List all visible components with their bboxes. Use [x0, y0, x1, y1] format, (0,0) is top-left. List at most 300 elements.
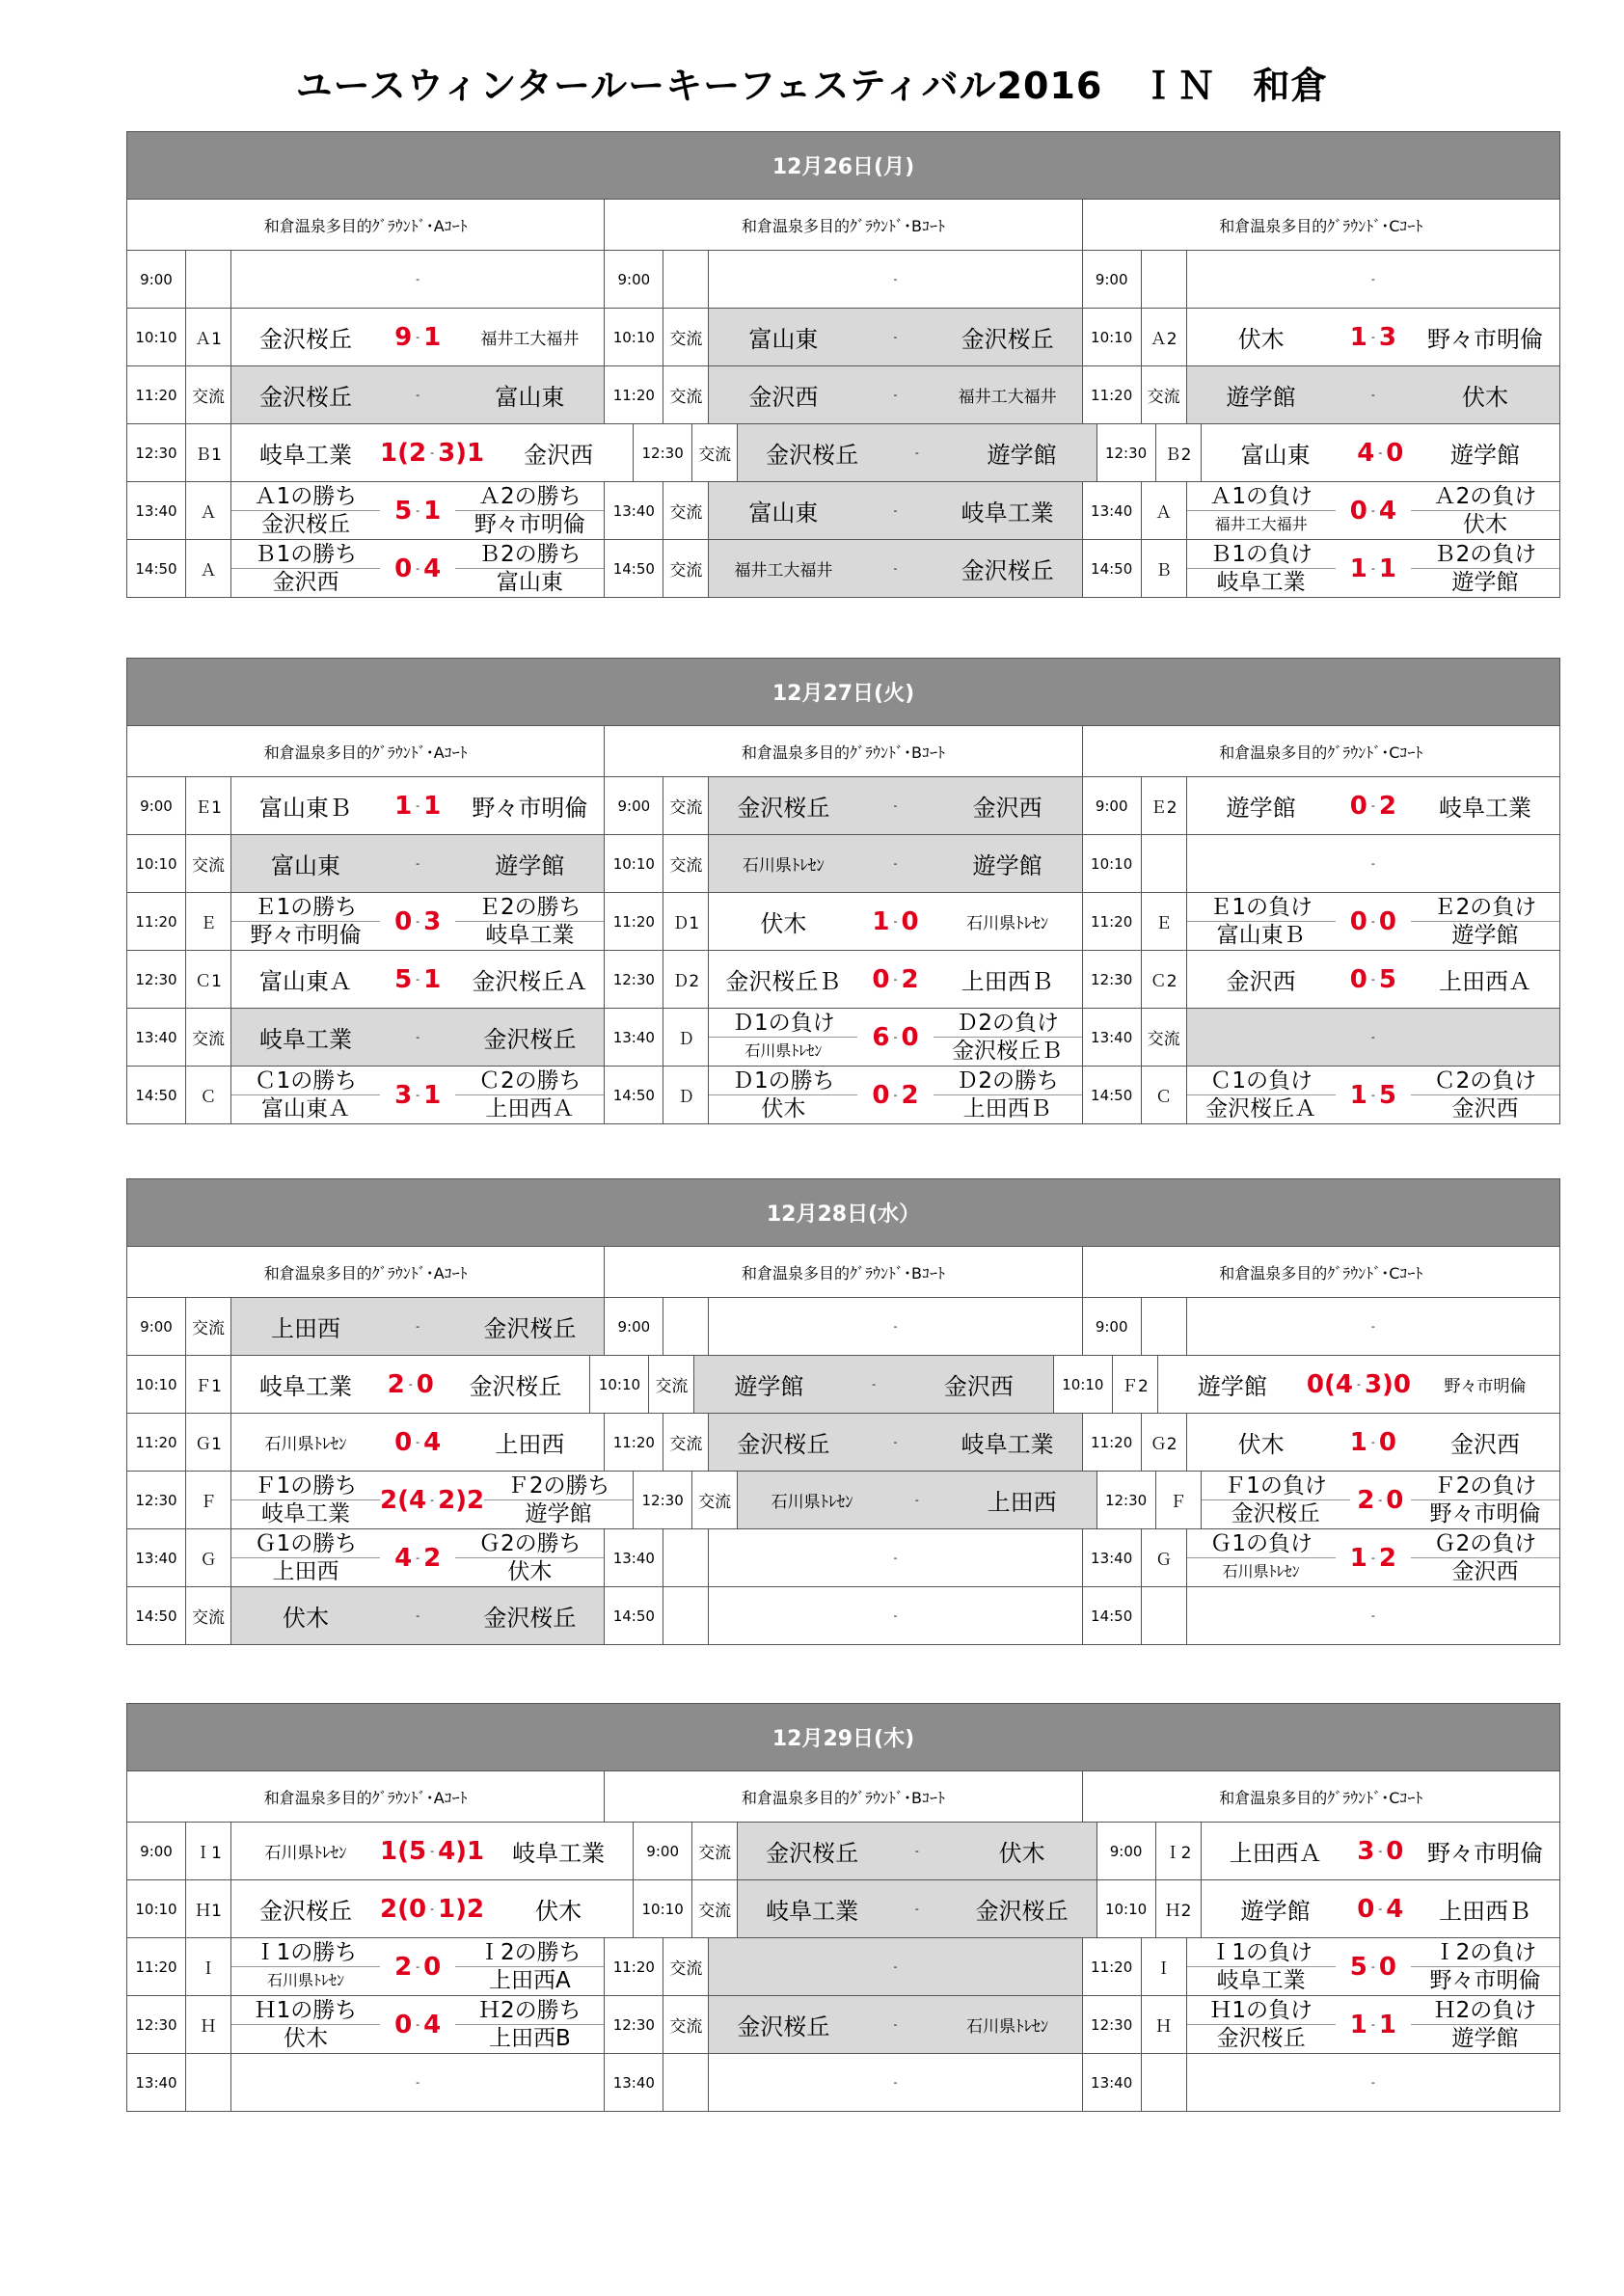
score — [380, 1370, 441, 1399]
match-cell — [1082, 2054, 1559, 2111]
match-card — [231, 309, 604, 365]
away-team: 岐阜工業 — [1438, 795, 1531, 822]
home-team-team: 石川県ﾄﾚｾﾝ — [1222, 1562, 1300, 1580]
match-card — [709, 1529, 1081, 1586]
score-away: 1)2 — [438, 1894, 485, 1924]
match-time: 12:30 — [135, 970, 177, 988]
score — [857, 1320, 933, 1333]
home-team — [1187, 1997, 1336, 2052]
score-separator: - — [1378, 1903, 1383, 1915]
score-home: 0 — [1349, 906, 1367, 936]
court-name: 和倉温泉多目的ｸﾞﾗｳﾝﾄﾞ･Aｺｰﾄ — [263, 1263, 468, 1283]
score-away: 4 — [423, 554, 442, 583]
score — [1336, 273, 1411, 285]
match-card — [694, 1356, 1052, 1413]
match-code: Ｄ — [663, 1067, 709, 1123]
match-cell — [127, 482, 604, 539]
away-team-team: 富山東 — [496, 570, 563, 595]
match-code: 交流 — [1141, 366, 1187, 423]
court-header-row — [127, 726, 1559, 777]
score-away: 0 — [423, 1952, 442, 1982]
score-home: 0 — [1349, 791, 1367, 821]
score — [857, 857, 933, 870]
day-table — [126, 658, 1560, 1124]
home-team-team: 伏木 — [761, 1096, 806, 1121]
match-card — [1187, 540, 1559, 597]
score-away: 0 — [1386, 438, 1404, 468]
match-cell — [604, 1009, 1081, 1066]
match-card — [709, 893, 1081, 950]
match-cell — [127, 1996, 604, 2053]
score-separator: - — [1370, 2018, 1375, 2031]
match-card — [231, 1587, 604, 1644]
away-team-label: Ｈ2の勝ち — [455, 1997, 604, 2025]
score — [380, 1081, 455, 1110]
score — [380, 1320, 455, 1333]
score-away: 4 — [423, 1427, 442, 1457]
home-team-label: Ｄ1の負け — [709, 1010, 857, 1038]
score-away: 1 — [1378, 2010, 1396, 2039]
score-away: 0 — [1378, 1427, 1396, 1457]
match-code: Ｈ1 — [185, 1880, 231, 1937]
match-time: 14:50 — [1091, 1607, 1133, 1625]
match-time: 12:30 — [135, 1491, 177, 1509]
home-team — [1187, 1939, 1336, 1994]
match-code: 交流 — [663, 1996, 709, 2053]
day-table — [126, 131, 1560, 598]
match-time: 10:10 — [135, 1900, 177, 1918]
away-team: 金沢桜丘 — [961, 326, 1054, 353]
home-team-label: Ｂ1の勝ち — [231, 541, 380, 569]
home-team-label: Ｅ1の負け — [1187, 894, 1336, 922]
score-separator: - — [893, 1089, 898, 1101]
match-card — [709, 951, 1081, 1008]
score-away: 1 — [1378, 554, 1396, 583]
score-separator: - — [430, 446, 435, 459]
match-cell — [1082, 251, 1559, 308]
away-team — [1411, 541, 1559, 596]
match-code: Ｃ — [1141, 1067, 1187, 1123]
match-time: 14:50 — [135, 1607, 177, 1625]
match-code: 交流 — [691, 424, 738, 481]
home-team — [231, 1939, 380, 1994]
score-separator: - — [1370, 1031, 1375, 1043]
match-card — [1187, 1938, 1559, 1995]
away-team: 野々市明倫 — [472, 795, 588, 822]
day-date: 12月29日(木) — [127, 1704, 1559, 1771]
match-card — [1158, 1356, 1559, 1413]
score-away: 1 — [423, 791, 442, 821]
home-team-team: 金沢桜丘 — [1216, 2026, 1306, 2051]
score-home: 0 — [1349, 964, 1367, 994]
score — [886, 1903, 947, 1915]
match-time: 10:10 — [1062, 1375, 1104, 1393]
score-separator: - — [1370, 504, 1375, 517]
court-header-row — [127, 200, 1559, 251]
match-code — [1141, 2054, 1187, 2111]
match-time: 14:50 — [612, 559, 655, 578]
match-card — [1187, 1009, 1559, 1066]
match-code: Ｇ — [185, 1529, 231, 1586]
score — [857, 1552, 933, 1564]
score — [857, 1081, 933, 1110]
match-time: 11:20 — [1091, 1958, 1133, 1976]
home-team: 富山東Ａ — [259, 968, 352, 995]
away-team-label: Ｈ2の負け — [1411, 1997, 1559, 2025]
away-team: 金沢西 — [1449, 1431, 1520, 1458]
score — [857, 389, 933, 401]
match-row — [127, 1587, 1559, 1644]
match-time: 9:00 — [140, 1842, 173, 1860]
match-time: 13:40 — [1091, 2073, 1133, 2092]
home-team: 富山東 — [271, 852, 340, 879]
score-away: 3)0 — [1364, 1369, 1412, 1399]
score-away: 3)1 — [438, 438, 485, 468]
score — [380, 323, 455, 352]
match-cell — [604, 2054, 1081, 2111]
match-code: 交流 — [663, 1938, 709, 1995]
home-team-label: Ｂ1の負け — [1187, 541, 1336, 569]
home-team: 富山東Ｂ — [259, 795, 352, 822]
match-card — [231, 1009, 604, 1066]
score-separator: - — [408, 1378, 413, 1391]
match-card — [231, 1823, 633, 1879]
match-cell — [127, 1356, 589, 1413]
away-team-team: 伏木 — [1462, 512, 1507, 537]
match-time: 10:10 — [641, 1900, 684, 1918]
match-cell — [127, 1414, 604, 1471]
score-separator: - — [1370, 1436, 1375, 1448]
match-time: 9:00 — [617, 270, 651, 288]
match-code: Ｄ — [663, 1009, 709, 1066]
home-team-team: 上田西 — [272, 1559, 339, 1584]
match-code: Ａ2 — [1141, 309, 1187, 365]
score-separator: - — [430, 1903, 435, 1915]
score-separator: - — [893, 915, 898, 928]
match-card — [738, 424, 1096, 481]
match-code: 交流 — [691, 1472, 738, 1528]
match-cell — [1082, 835, 1559, 892]
score-home: 1 — [1349, 1080, 1367, 1110]
away-team-label: Ｇ2の負け — [1411, 1530, 1559, 1558]
home-team: 金沢桜丘 — [259, 1898, 352, 1925]
away-team: 岐阜工業 — [961, 500, 1054, 527]
match-row — [127, 424, 1559, 482]
home-team: 伏木 — [1237, 326, 1285, 353]
match-code — [1141, 251, 1187, 308]
score-separator: - — [893, 331, 898, 343]
score — [857, 2076, 933, 2089]
score — [1336, 792, 1411, 821]
match-card — [709, 309, 1081, 365]
score — [1336, 554, 1411, 583]
score — [380, 389, 455, 401]
match-card — [231, 1472, 633, 1528]
away-team — [455, 1939, 604, 1994]
score — [380, 439, 484, 468]
match-code: 交流 — [185, 366, 231, 423]
score-separator: - — [430, 1494, 435, 1506]
away-team: 福井工大福井 — [480, 330, 580, 349]
match-card — [1187, 1067, 1559, 1123]
match-time: 12:30 — [135, 2015, 177, 2034]
home-team: 遊学館 — [1226, 795, 1296, 822]
score-separator: - — [893, 562, 898, 575]
match-card — [1187, 251, 1559, 308]
home-team: 金沢桜丘 — [259, 326, 352, 353]
away-team-label: Ｃ2の勝ち — [455, 1067, 604, 1095]
match-cell — [127, 1880, 633, 1937]
score-home: 0(4 — [1306, 1369, 1353, 1399]
score — [1336, 1081, 1411, 1110]
home-team: 金沢桜丘 — [737, 1431, 830, 1458]
match-code: 交流 — [663, 1414, 709, 1471]
score-away: 4 — [423, 2010, 442, 2039]
score-away: 0 — [416, 1369, 434, 1399]
score-separator: - — [416, 389, 420, 401]
match-code — [663, 1529, 709, 1586]
match-code: Ｇ — [1141, 1529, 1187, 1586]
score-home: 0 — [1357, 1894, 1375, 1924]
score-away: 3 — [1378, 322, 1396, 352]
home-team — [1187, 1530, 1336, 1585]
home-team-label: Ａ1の勝ち — [231, 483, 380, 511]
home-team-team: 石川県ﾄﾚｾﾝ — [744, 1041, 823, 1060]
match-time: 13:40 — [1091, 1549, 1133, 1567]
match-time: 11:20 — [135, 1433, 177, 1451]
match-cell — [1082, 1938, 1559, 1995]
score — [857, 799, 933, 812]
match-card — [1187, 2054, 1559, 2111]
match-time: 13:40 — [612, 501, 655, 520]
home-team: 遊学館 — [1197, 1373, 1267, 1400]
match-cell — [127, 1587, 604, 1644]
home-team-team: 福井工大福井 — [1214, 515, 1308, 533]
match-code: Ｆ — [1155, 1472, 1202, 1528]
score — [857, 1609, 933, 1622]
score-away: 0 — [1386, 1485, 1404, 1515]
score — [857, 504, 933, 517]
score — [380, 857, 455, 870]
score — [380, 273, 455, 285]
match-time: 14:50 — [612, 1607, 655, 1625]
away-team-team: 岐阜工業 — [485, 923, 575, 948]
score-home: 1 — [872, 906, 890, 936]
score-separator: - — [1370, 1089, 1375, 1101]
score-separator: - — [416, 504, 420, 517]
home-team-label: Ｄ1の勝ち — [709, 1067, 857, 1095]
home-team-label: Ｈ1の勝ち — [231, 1997, 380, 2025]
score — [1336, 1609, 1411, 1622]
match-code: Ｈ — [185, 1996, 231, 2053]
match-time: 11:20 — [1091, 386, 1133, 404]
away-team-team: 遊学館 — [1451, 570, 1519, 595]
score-home: 1(5 — [380, 1836, 427, 1866]
match-time: 14:50 — [135, 559, 177, 578]
match-row — [127, 835, 1559, 893]
score-away: 1 — [423, 964, 442, 994]
match-code: Ａ1 — [185, 309, 231, 365]
score — [1336, 2011, 1411, 2039]
home-team: 石川県ﾄﾚｾﾝ — [264, 1435, 347, 1454]
home-team-label: Ｉ1の負け — [1187, 1939, 1336, 1967]
away-team-team: 金沢西 — [1451, 1559, 1519, 1584]
match-code — [1141, 1298, 1187, 1355]
match-cell — [1082, 1996, 1559, 2053]
score-separator: - — [893, 2018, 898, 2031]
home-team-team: 金沢桜丘 — [1231, 1501, 1320, 1526]
home-team-label: Ａ1の負け — [1187, 483, 1336, 511]
home-team-label: Ｇ1の負け — [1187, 1530, 1336, 1558]
match-row — [127, 540, 1559, 597]
score — [857, 965, 933, 994]
away-team-label: Ｄ2の勝ち — [934, 1067, 1082, 1095]
match-row — [127, 1009, 1559, 1067]
match-code: Ｃ — [185, 1067, 231, 1123]
match-cell — [127, 540, 604, 597]
match-row — [127, 893, 1559, 951]
match-row — [127, 251, 1559, 309]
match-cell — [604, 893, 1081, 950]
score — [1307, 1370, 1411, 1399]
match-code: Ｉ2 — [1155, 1823, 1202, 1879]
score — [1350, 1837, 1411, 1866]
match-row — [127, 1298, 1559, 1356]
day-table — [126, 1703, 1560, 2112]
away-team: 金沢桜丘 — [469, 1373, 562, 1400]
score — [1336, 965, 1411, 994]
match-cell — [604, 835, 1081, 892]
score — [857, 1023, 933, 1052]
score — [380, 907, 455, 936]
score-separator: - — [914, 1845, 919, 1857]
score-home: 0 — [394, 906, 413, 936]
away-team-team: 遊学館 — [525, 1501, 592, 1526]
match-code: 交流 — [185, 1298, 231, 1355]
court-name: 和倉温泉多目的ｸﾞﾗｳﾝﾄﾞ･Cｺｰﾄ — [1082, 200, 1559, 250]
match-time: 9:00 — [140, 1317, 173, 1336]
match-cell — [1096, 1472, 1559, 1528]
match-cell — [1096, 1880, 1559, 1937]
score-home: 0 — [394, 1427, 413, 1457]
match-time: 10:10 — [135, 854, 177, 873]
score-separator: - — [416, 915, 420, 928]
match-time: 13:40 — [612, 1028, 655, 1046]
score-separator: - — [872, 1378, 877, 1391]
score-home: 1 — [1349, 322, 1367, 352]
score-home: 1(2 — [380, 438, 427, 468]
match-time: 11:20 — [612, 912, 655, 931]
match-card — [1187, 1996, 1559, 2053]
score — [380, 1895, 484, 1924]
home-team-team: 岐阜工業 — [1216, 570, 1306, 595]
match-time: 11:20 — [612, 1958, 655, 1976]
home-team — [709, 1067, 857, 1122]
match-row — [127, 1823, 1559, 1880]
match-time: 10:10 — [1091, 328, 1133, 346]
home-team-team: 富山東Ｂ — [1216, 923, 1306, 948]
away-team-label: Ｄ2の負け — [934, 1010, 1082, 1038]
home-team: 伏木 — [283, 1605, 329, 1632]
away-team: 石川県ﾄﾚｾﾝ — [966, 2017, 1049, 2037]
score-separator: - — [416, 2018, 420, 2031]
match-time: 9:00 — [617, 797, 651, 815]
court-name: 和倉温泉多目的ｸﾞﾗｳﾝﾄﾞ･Cｺｰﾄ — [1082, 1247, 1559, 1297]
match-card — [1187, 1298, 1559, 1355]
match-card — [738, 1823, 1096, 1879]
away-team — [1411, 1530, 1559, 1585]
match-card — [231, 366, 604, 423]
home-team-label: Ｅ1の勝ち — [231, 894, 380, 922]
score — [1350, 439, 1411, 468]
match-cell — [1082, 309, 1559, 365]
match-cell — [127, 1472, 633, 1528]
match-code: 交流 — [185, 1587, 231, 1644]
score — [857, 2018, 933, 2031]
match-cell — [1082, 540, 1559, 597]
match-card — [231, 482, 604, 539]
match-card — [709, 1067, 1081, 1123]
match-code: 交流 — [691, 1880, 738, 1937]
score-separator: - — [416, 1552, 420, 1564]
match-time: 12:30 — [1104, 1491, 1148, 1509]
score-separator: - — [416, 1031, 420, 1043]
score — [380, 1428, 455, 1457]
score-away: 0 — [901, 1022, 919, 1052]
match-time: 9:00 — [1095, 1317, 1128, 1336]
score-home: 3 — [394, 1080, 413, 1110]
score — [886, 1494, 947, 1506]
match-cell — [604, 1529, 1081, 1586]
score — [380, 1031, 455, 1043]
match-code: Ｉ — [1141, 1938, 1187, 1995]
home-team-label: Ｆ1の負け — [1202, 1472, 1350, 1500]
score — [1336, 323, 1411, 352]
score — [380, 1953, 455, 1982]
match-row — [127, 1880, 1559, 1938]
score-separator: - — [893, 973, 898, 986]
home-team: 伏木 — [1237, 1431, 1285, 1458]
score-home: 2 — [1357, 1485, 1375, 1515]
away-team — [455, 1530, 604, 1585]
score-away: 2 — [901, 964, 919, 994]
match-cell — [633, 1880, 1096, 1937]
match-cell — [127, 1529, 604, 1586]
score — [380, 1609, 455, 1622]
home-team-label: Ｃ1の負け — [1187, 1067, 1336, 1095]
score-separator: - — [1370, 915, 1375, 928]
away-team-team: 遊学館 — [1451, 923, 1519, 948]
away-team — [455, 1997, 604, 2052]
score-separator: - — [416, 799, 420, 812]
match-row — [127, 2054, 1559, 2111]
match-code: 交流 — [185, 835, 231, 892]
match-time: 12:30 — [1091, 970, 1133, 988]
score — [857, 1960, 933, 1973]
home-team-team: 岐阜工業 — [1216, 1968, 1306, 1993]
court-name: 和倉温泉多目的ｸﾞﾗｳﾝﾄﾞ･Bｺｰﾄ — [604, 1771, 1081, 1822]
home-team-team: 金沢桜丘 — [261, 512, 350, 537]
match-card — [709, 777, 1081, 834]
match-row — [127, 777, 1559, 835]
score-separator: - — [1370, 1320, 1375, 1333]
match-cell — [1082, 777, 1559, 834]
score-separator: - — [1378, 1845, 1383, 1857]
score-separator: - — [893, 504, 898, 517]
match-card — [231, 893, 604, 950]
match-time: 13:40 — [612, 2073, 655, 2092]
score — [1336, 1428, 1411, 1457]
